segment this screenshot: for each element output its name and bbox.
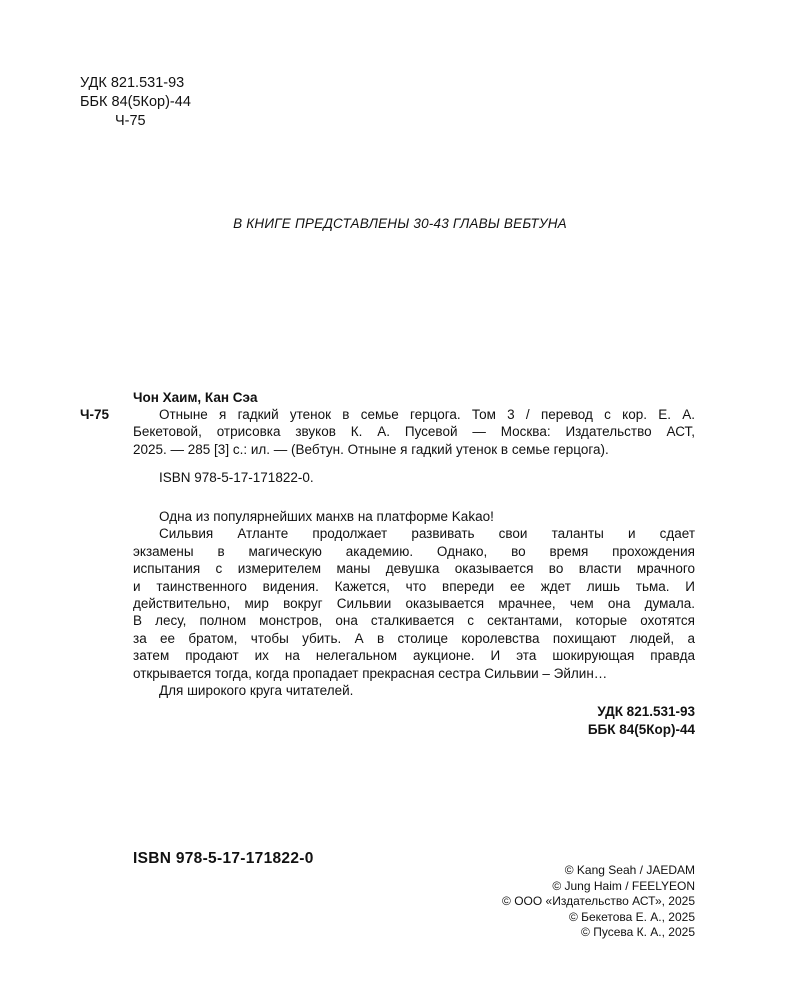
copyright-block	[502, 863, 695, 941]
copyright-line: © Kang Seah / JAEDAM	[564, 863, 695, 877]
annotation-line: Сильвия Атланте продолжает развивать свои таланты и сдает	[159, 526, 695, 542]
annotation-line: экзамены в магическую академию. Однако, во время прохождения	[133, 543, 695, 559]
isbn-large: ISBN 978-5-17-171822-0	[133, 850, 314, 867]
annotation	[133, 508, 695, 699]
annotation-line: испытания с измерителем маны девушка оказывается во власти мрачного	[133, 561, 695, 577]
udk-code-bottom: УДК 821.531-93	[597, 704, 695, 719]
description-line: Бекетовой, отрисовка звуков К. А. Пусевой — Москва: Издательство АСТ,	[133, 424, 695, 440]
annotation-audience: Для широкого круга читателей.	[159, 683, 354, 699]
description-line: Отныне я гадкий утенок в семье герцога. Том 3 / перевод с кор. Е. А.	[159, 407, 695, 422]
record-isbn: ISBN 978-5-17-171822-0.	[159, 470, 314, 485]
cutter-code: Ч-75	[115, 113, 146, 129]
chapters-announcement: В КНИГЕ ПРЕДСТАВЛЕНЫ 30-43 ГЛАВЫ ВЕБТУНА	[233, 216, 567, 231]
annotation-line: Одна из популярнейших манхв на платформе Kakao!	[159, 509, 494, 524]
bibliographic-description	[133, 406, 695, 458]
bbk-code-bottom: ББК 84(5Кор)-44	[587, 721, 695, 737]
annotation-line: действительно, мир вокруг Сильвии оказывается мрачнее, чем она думала.	[133, 596, 695, 612]
classification-bottom	[588, 703, 695, 738]
annotation-line: и таинственного видения. Кажется, что впереди ее ждет лишь тьма. И	[133, 578, 695, 594]
copyright-line: © Бекетова Е. А., 2025	[568, 909, 695, 924]
copyright-line: © ООО «Издательство АСТ», 2025	[502, 894, 695, 908]
description-line: 2025. — 285 [3] с.: ил. — (Вебтун. Отныне я гадкий утенок в семье герцога).	[133, 441, 609, 457]
annotation-line: за ее братом, чтобы убить. А в столице королевства похищают людей, а	[133, 630, 695, 646]
bbk-code: ББК 84(5Кор)-44	[80, 94, 191, 110]
udk-code: УДК 821.531-93	[80, 75, 185, 91]
copyright-line: © Пусева К. А., 2025	[581, 925, 695, 939]
annotation-line: открывается тогда, когда пропадает прекрасная сестра Сильвии – Эйлин…	[133, 665, 608, 681]
record-authors: Чон Хаим, Кан Сэа	[133, 390, 258, 405]
copyright-line: © Jung Haim / FEELYEON	[552, 878, 695, 893]
annotation-line: затем продают их на нелегальном аукционе. И эта шокирующая правда	[133, 648, 695, 664]
record-cutter: Ч-75	[80, 407, 109, 422]
annotation-line: В лесу, полном монстров, она сталкивается с сектантами, которые охотятся	[133, 613, 695, 629]
classification-top	[80, 74, 191, 131]
